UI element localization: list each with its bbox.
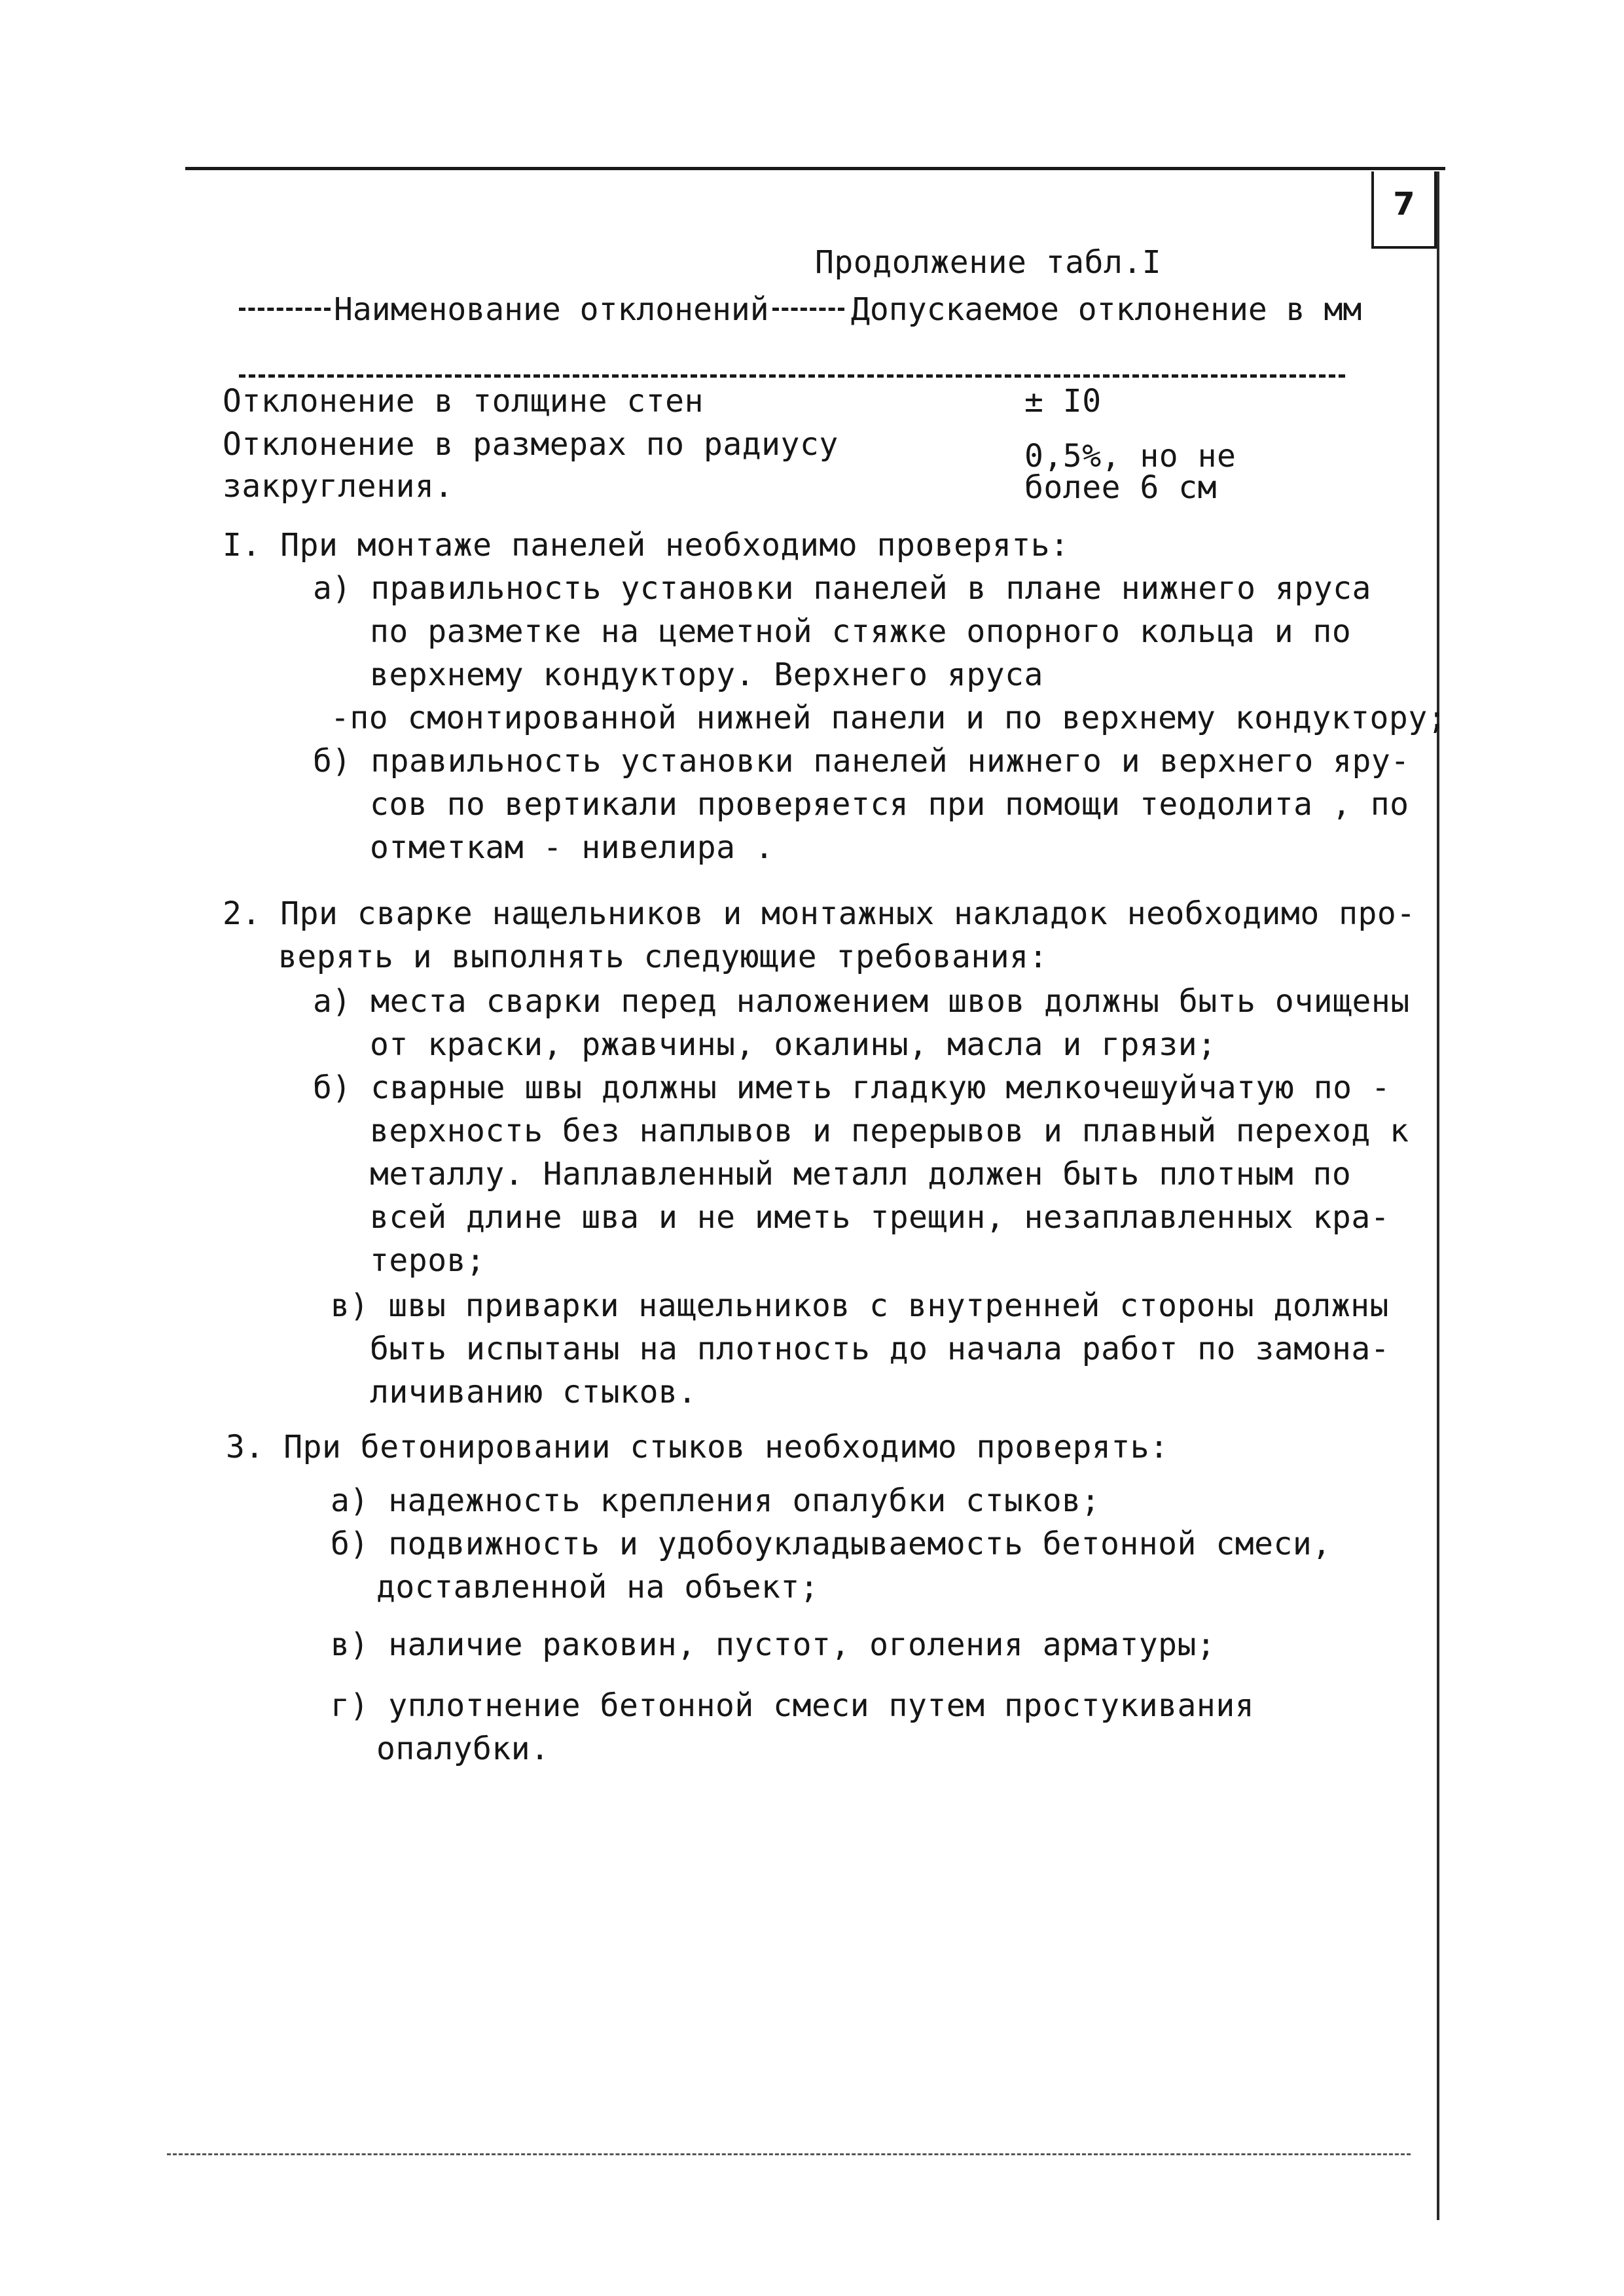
section-1-item-a-line3: верхнему кондуктору. Верхнего яруса — [370, 656, 1043, 693]
section-1-heading: I. При монтаже панелей необходимо проверять: — [223, 527, 1070, 564]
header-separator — [239, 374, 1345, 378]
section-3-item-b-line2: доставленной на объект; — [376, 1569, 820, 1605]
section-2-item-b-line2: верхность без наплывов и перерывов и плавный переход к — [370, 1113, 1409, 1149]
section-3-item-c: в) наличие раковин, пустот, оголения арматуры; — [331, 1626, 1216, 1663]
bottom-border-line — [167, 2153, 1411, 2155]
table-row-2-value-cont: более 6 см — [1024, 469, 1217, 506]
section-1-item-a: а) правильность установки панелей в плане нижнего яруса — [313, 570, 1371, 607]
table-row-2-name-cont: закругления. — [223, 468, 454, 505]
section-2-item-b-line3: металлу. Наплавленный металл должен быть плотным по — [370, 1156, 1352, 1193]
section-2-heading: 2. При сварке нащельников и монтажных накладок необходимо про- — [223, 895, 1416, 932]
section-2-item-b-line4: всей длине шва и не иметь трещин, незаплавленных кра- — [370, 1199, 1390, 1236]
section-3-item-d: г) уплотнение бетонной смеси путем простукивания — [331, 1687, 1255, 1724]
table-row-1-value: ± I0 — [1024, 383, 1102, 420]
section-2-item-b: б) сварные швы должны иметь гладкую мелкочешуйчатую по - — [313, 1069, 1391, 1106]
section-1-item-a-line4: -по смонтированной нижней панели и по верхнему кондуктору; — [331, 700, 1447, 736]
section-3-item-a: а) надежность крепления опалубки стыков; — [331, 1482, 1100, 1519]
section-2-item-c-line3: личиванию стыков. — [370, 1374, 697, 1410]
section-1-item-a-line2: по разметке на цеметной стяжке опорного кольца и по — [370, 613, 1352, 650]
section-3-item-b: б) подвижность и удобоукладываемость бетонной смеси, — [331, 1526, 1331, 1562]
page-number: 7 — [1371, 171, 1437, 249]
section-1-item-b-line2: сов по вертикали проверяется при помощи теодолита , по — [370, 786, 1409, 823]
section-1-item-b: б) правильность установки панелей нижнего и верхнего яру- — [313, 743, 1410, 780]
header-dash-left — [239, 308, 331, 311]
section-2-item-b-line5: теров; — [370, 1242, 486, 1279]
column-header-name: Наименование отклонений — [334, 291, 769, 328]
section-2-item-c-line2: быть испытаны на плотность до начала работ по замона- — [370, 1331, 1390, 1367]
section-2-item-a-line2: от краски, ржавчины, окалины, масла и грязи; — [370, 1026, 1217, 1063]
table-row-2-name: Отклонение в размерах по радиусу — [223, 426, 839, 463]
table-caption: Продолжение табл.I — [815, 244, 1162, 281]
section-2-item-a: а) места сварки перед наложением швов должны быть очищены — [313, 983, 1410, 1020]
section-3-item-d-line2: опалубки. — [376, 1731, 550, 1767]
section-2-heading-cont: верять и выполнять следующие требования: — [278, 939, 1048, 975]
table-row-1-name: Отклонение в толщине стен — [223, 383, 704, 420]
section-2-item-c: в) швы приварки нащельников с внутренней стороны должны — [331, 1287, 1389, 1324]
table-row-2-value: 0,5%, но не — [1024, 438, 1236, 475]
right-border-line — [1437, 171, 1439, 2220]
section-3-heading: 3. При бетонировании стыков необходимо проверять: — [226, 1429, 1169, 1465]
top-border-line — [185, 167, 1445, 170]
column-header-tolerance: Допускаемое отклонение в мм — [851, 291, 1362, 328]
section-1-item-b-line3: отметкам - нивелира . — [370, 829, 774, 866]
header-dash-middle — [772, 308, 844, 311]
